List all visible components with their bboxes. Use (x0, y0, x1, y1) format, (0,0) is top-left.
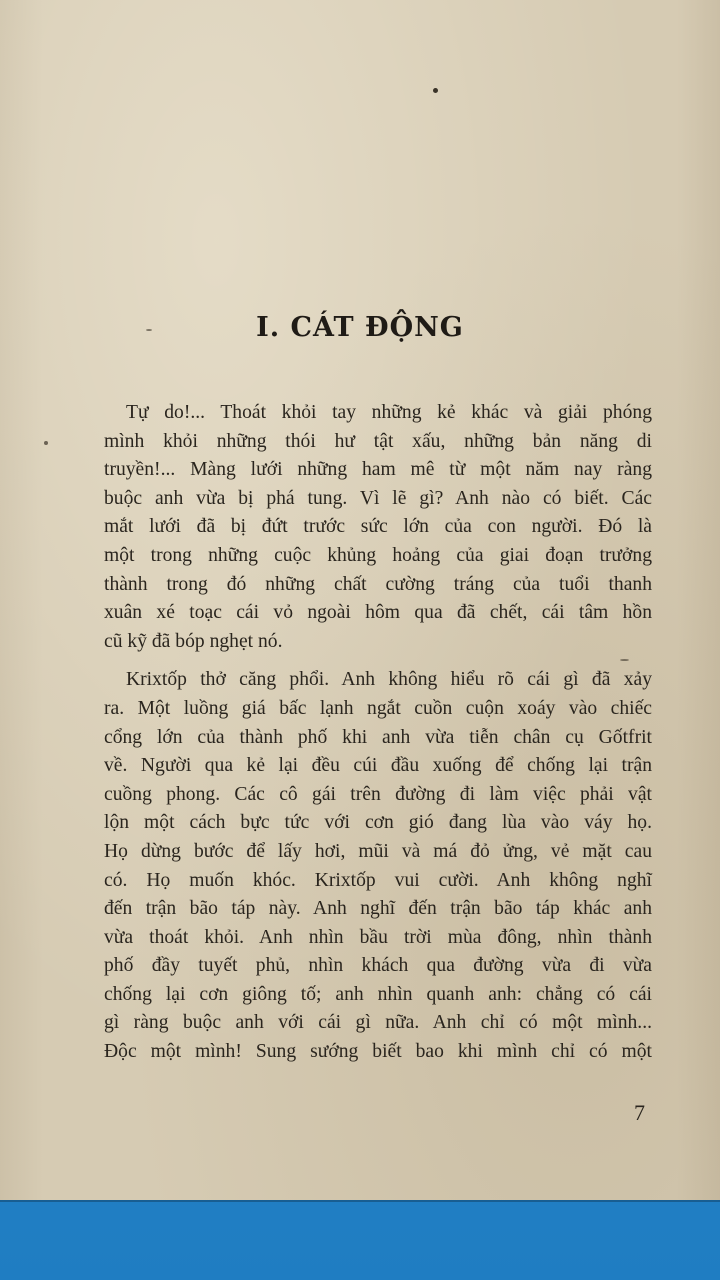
text-line: buộc anh vừa bị phá tung. Vì lẽ gì? Anh nào có biết. Các (104, 487, 652, 509)
ink-speck (433, 88, 438, 93)
text-line: Krixtốp thở căng phổi. Anh không hiểu rõ cái gì đã xảy (126, 669, 652, 691)
paragraph-1 (104, 399, 652, 656)
chapter-title: I. CÁT ĐỘNG (256, 312, 464, 343)
paragraph-2 (104, 666, 652, 1066)
text-line: đến trận bão táp này. Anh nghĩ đến trận bão táp khác anh (104, 898, 652, 920)
text-line: xuân xé toạc cái vỏ ngoài hôm qua đã chết, cái tâm hồn (104, 602, 652, 624)
text-line: phố đầy tuyết phủ, nhìn khách qua đường vừa đi vừa (104, 955, 652, 977)
text-line: ra. Một luồng giá bấc lạnh ngắt cuồn cuộn xoáy vào chiếc (104, 697, 652, 719)
text-line: vừa thoát khỏi. Anh nhìn bầu trời mùa đông, nhìn thành (104, 926, 652, 948)
text-line: gì ràng buộc anh với cái gì nữa. Anh chỉ có một mình... (104, 1012, 652, 1034)
text-line: một trong những cuộc khủng hoảng của giai đoạn trưởng (104, 544, 652, 566)
text-line: có. Họ muốn khóc. Krixtốp vui cười. Anh không nghĩ (104, 869, 652, 891)
page-number: 7 (634, 1100, 645, 1125)
text-line: cũ kỹ đã bóp nghẹt nó. (104, 630, 283, 652)
text-line: chống lại cơn giông tố; anh nhìn quanh anh: chẳng có cái (104, 983, 652, 1005)
body-text (104, 399, 652, 1067)
text-line: mình khỏi những thói hư tật xấu, những bản năng di (104, 430, 652, 452)
ink-speck (44, 441, 48, 445)
text-line: về. Người qua kẻ lại đều cúi đầu xuống để chống lại trận (104, 755, 652, 777)
text-line: Tự do!... Thoát khỏi tay những kẻ khác và giải phóng (126, 402, 652, 423)
text-line: truyền!... Màng lưới những ham mê từ một năm nay ràng (104, 459, 652, 481)
text-line: lộn một cách bực tức với cơn gió đang lùa vào váy họ. (104, 812, 652, 834)
text-line: cuồng phong. Các cô gái trên đường đi làm việc phải vật (104, 783, 652, 805)
text-line: mắt lưới đã bị đứt trước sức lớn của con người. Đó là (104, 516, 652, 538)
text-line: cổng lớn của thành phố khi anh vừa tiễn chân cụ Gốtfrit (104, 726, 652, 748)
text-line: thành trong đó những chất cường tráng của tuổi thanh (104, 573, 652, 595)
text-line: Họ dừng bước để lấy hơi, mũi và má đỏ ửng, vẻ mặt cau (104, 840, 652, 862)
text-line: Độc một mình! Sung sướng biết bao khi mình chỉ có một (104, 1041, 652, 1063)
